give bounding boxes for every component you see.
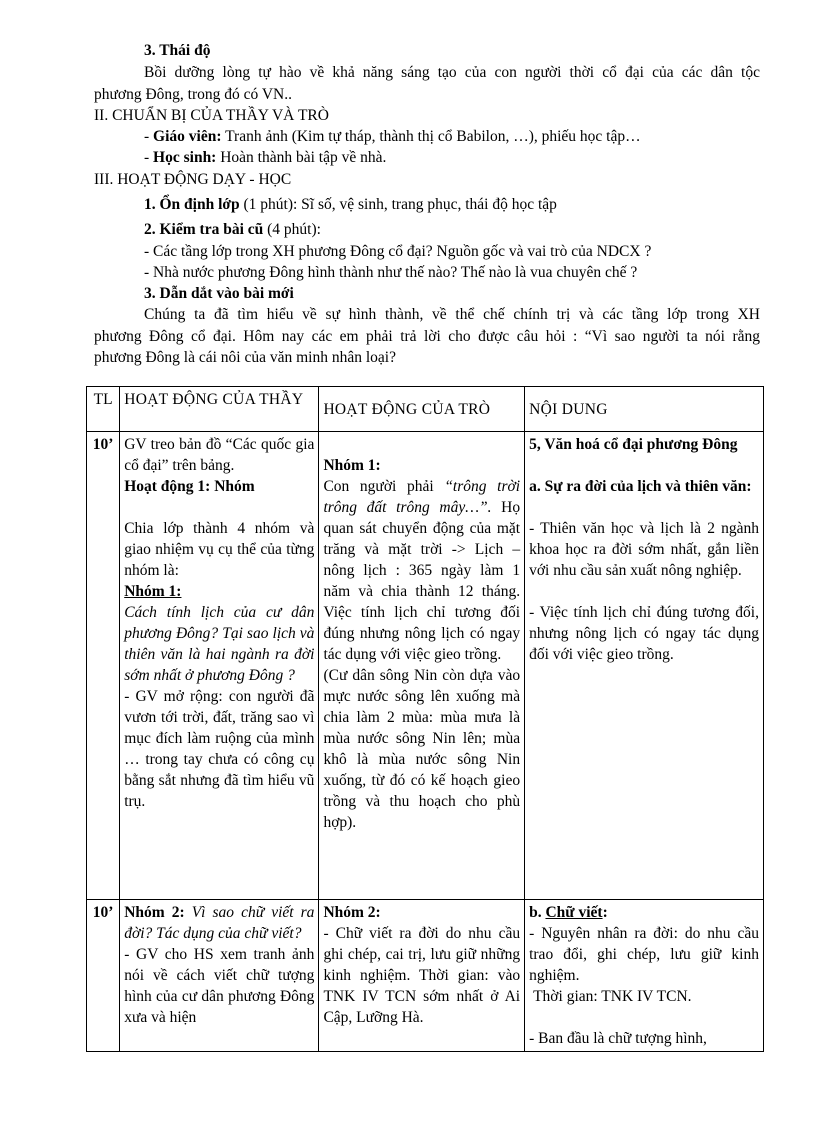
row2-teacher xyxy=(120,900,319,1052)
section-3: 3. Dẫn dắt vào bài mới xyxy=(144,285,294,302)
row2-student-group: Nhóm 2: xyxy=(323,904,381,921)
section-1: 1. Ổn định lớp (1 phút): Sĩ số, vệ sinh, trang phục, thái độ học tập xyxy=(144,196,557,213)
review-question-1: - Các tầng lớp trong XH phương Đông cổ đại? Nguồn gốc và vai trò của NDCX ? xyxy=(144,243,652,260)
lesson-table xyxy=(86,386,764,1052)
row1-content-subheading: a. Sự ra đời của lịch và thiên văn: xyxy=(529,478,752,495)
header-student: HOẠT ĐỘNG CỦA TRÒ xyxy=(319,387,525,432)
row1-teacher xyxy=(120,432,319,900)
row1-teacher-task: Chia lớp thành 4 nhóm và giao nhiệm vụ cụ thể của từng nhóm là: xyxy=(124,520,315,579)
lead-line-1: Chúng ta đã tìm hiểu về sự hình thành, về thể chế chính trị và các tầng lớp trong XH xyxy=(144,306,760,323)
row1-content-point-1: - Thiên văn học và lịch là 2 ngành khoa học ra đời sớm nhất, gắn liền với nhu cầu sản xuất nông nghiệp. xyxy=(529,520,759,579)
student-prep: - Học sinh: Hoàn thành bài tập về nhà. xyxy=(144,149,387,166)
row1-content-heading: 5, Văn hoá cổ đại phương Đông xyxy=(529,436,738,453)
row2-student-answer: - Chữ viết ra đời do nhu cầu ghi chép, cai trị, lưu giữ những kinh nghiệm. Thời gian: vào TNK IV TCN sớm nhất ở Ai Cập, Lưỡng Hà. xyxy=(323,925,521,1026)
row1-time: 10’ xyxy=(87,432,120,900)
row1-student xyxy=(319,432,525,900)
review-question-2: - Nhà nước phương Đông hình thành như thế nào? Thế nào là vua chuyên chế ? xyxy=(144,264,638,281)
attitude-line-2: phương Đông, trong đó có VN.. xyxy=(94,86,292,103)
row1-content xyxy=(525,432,764,900)
row1-student-answer: Con người phải “trông trời trông đất trông mây…”. Họ quan sát chuyển động của mặt trăng và mặt trời -> Lịch – nông lịch : 365 ngày làm 1 năm và chia thành 12 tháng. Việc tính lịch chỉ tương đối đúng nhưng nông lịch có ngay tác dụng với việc gieo trồng. xyxy=(323,478,521,663)
preparation-heading: II. CHUẨN BỊ CỦA THẦY VÀ TRÒ xyxy=(94,107,329,124)
table-row xyxy=(87,900,764,1052)
table-header-row xyxy=(87,387,764,432)
row1-content-point-2: - Việc tính lịch chỉ đúng tương đối, nhưng nông lịch có ngay tác dụng đối với việc gieo trồng. xyxy=(529,604,759,663)
lead-line-3: phương Đông là cái nôi của văn minh nhân loại? xyxy=(94,349,396,366)
lead-line-2: phương Đông cổ đại. Hôm nay các em phải trả lời cho được câu hỏi : “Vì sao người ta nói rằng xyxy=(94,328,760,345)
attitude-line-1: Bồi dưỡng lòng tự hào về khả năng sáng tạo của con người thời cổ đại của các dân tộc xyxy=(144,64,760,81)
activity-heading: III. HOẠT ĐỘNG DẠY - HỌC xyxy=(94,171,292,188)
header-content: NỘI DUNG xyxy=(525,387,764,432)
row2-content-heading: b. Chữ viết: xyxy=(529,904,608,921)
row1-student-group: Nhóm 1: xyxy=(323,457,381,474)
row2-content-point-2: Thời gian: TNK IV TCN. xyxy=(533,988,692,1005)
row1-group-question: Cách tính lịch của cư dân phương Đông? Tại sao lịch và thiên văn là hai ngành ra đời sớm nhất ở phương Đông ? xyxy=(124,604,315,684)
row1-group-label: Nhóm 1: xyxy=(124,583,182,600)
section-2: 2. Kiểm tra bài cũ (4 phút): xyxy=(144,221,321,238)
row1-student-note: (Cư dân sông Nin còn dựa vào mực nước sông lên xuống mà chia làm 2 mùa: mùa mưa là mùa nước sông Nin lên; mùa khô là mùa nước sông Nin xuống, từ đó có kế hoạch gieo trồng và thu hoạch cho phù hợp). xyxy=(323,667,521,831)
row1-teacher-intro: GV treo bản đồ “Các quốc gia cổ đại” trên bảng. xyxy=(124,436,315,474)
row2-content-point-1: - Nguyên nhân ra đời: do nhu cầu trao đổi, ghi chép, lưu giữ kinh nghiệm. xyxy=(529,925,759,984)
header-time: TL xyxy=(87,387,120,432)
header-teacher: HOẠT ĐỘNG CỦA THẦY xyxy=(120,387,319,432)
row2-student xyxy=(319,900,525,1052)
row1-teacher-extension: - GV mở rộng: con người đã vươn tới trời, đất, trăng sao vì mục đích làm ruộng của mình … trong tay chưa có công cụ bằng sắt nhưng đã tìm hiểu vũ trụ. xyxy=(124,688,315,810)
row2-group-question: Nhóm 2: Vì sao chữ viết ra đời? Tác dụng của chữ viết? xyxy=(124,904,315,942)
row1-activity-title: Hoạt động 1: Nhóm xyxy=(124,478,255,495)
attitude-heading: 3. Thái độ xyxy=(144,42,211,59)
row2-teacher-text: - GV cho HS xem tranh ảnh nói về cách viết chữ tượng hình của cư dân phương Đông xưa và hiện xyxy=(124,946,315,1026)
row2-content xyxy=(525,900,764,1052)
row2-time: 10’ xyxy=(87,900,120,1052)
row2-content-point-3: - Ban đầu là chữ tượng hình, xyxy=(529,1030,707,1047)
teacher-prep: - Giáo viên: Tranh ảnh (Kim tự tháp, thành thị cổ Babilon, …), phiếu học tập… xyxy=(144,128,641,145)
table-row xyxy=(87,432,764,900)
